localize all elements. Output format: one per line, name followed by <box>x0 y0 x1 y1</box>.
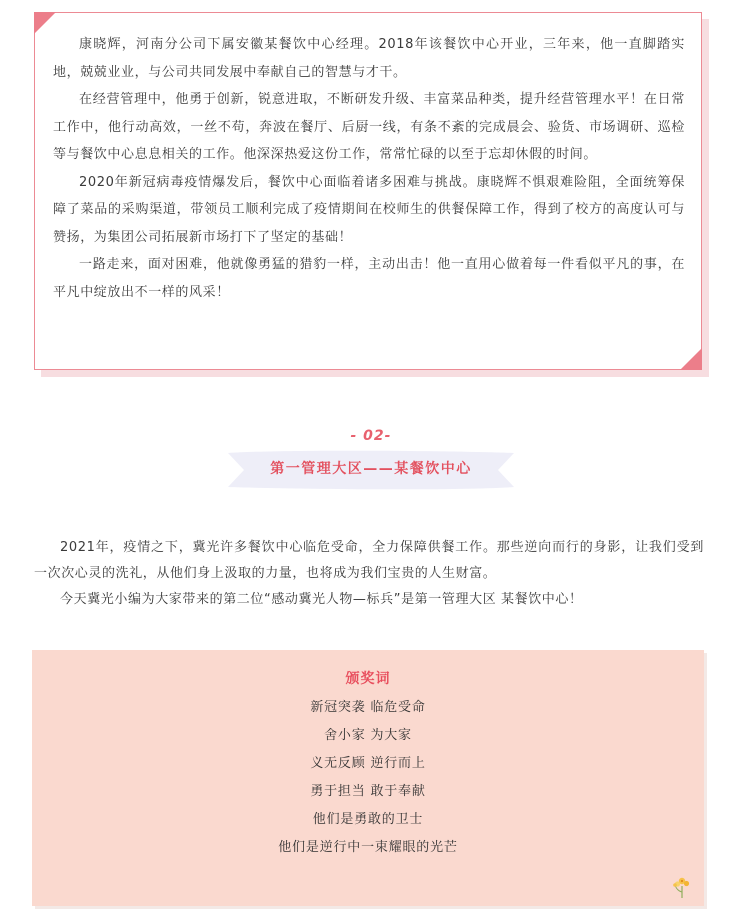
award-line: 他们是逆行中一束耀眼的光芒 <box>278 840 458 855</box>
corner-decoration-bottom-right <box>680 348 702 370</box>
award-card <box>32 650 704 906</box>
flower-icon <box>668 872 696 900</box>
award-line: 义无反顾 逆行而上 <box>310 756 426 771</box>
profile-paragraph: 一路走来，面对困难，他就像勇猛的猎豹一样，主动出击！他一直用心做着每一件看似平凡的事，在平凡中绽放出不一样的风采！ <box>53 257 685 300</box>
award-line: 勇于担当 敢于奉献 <box>310 784 426 799</box>
award-lines <box>32 694 704 862</box>
profile-paragraph: 在经营管理中，他勇于创新，锐意进取，不断研发升级、丰富菜品种类，提升经营管理水平！在日常工作中，他行动高效，一丝不苟，奔波在餐厅、后厨一线，有条不紊的完成晨会、验货、市场调研、巡检等与餐饮中心息息相关的工作。他深深热爱这份工作，常常忙碌的以至于忘却休假的时间。 <box>53 92 685 162</box>
profile-card <box>34 12 702 370</box>
award-line: 他们是勇敢的卫士 <box>312 812 424 827</box>
intro-paragraph: 2021年，疫情之下，冀光许多餐饮中心临危受命，全力保障供餐工作。那些逆向而行的身影，让我们受到一次次心灵的洗礼，从他们身上汲取的力量，也将成为我们宝贵的人生财富。 <box>34 540 704 581</box>
intro-paragraph: 今天冀光小编为大家带来的第二位“感动冀光人物—标兵”是第一管理大区 某餐饮中心！ <box>60 592 583 607</box>
section-title: 第一管理大区——某餐饮中心 <box>270 461 472 477</box>
profile-paragraph: 康晓辉，河南分公司下属安徽某餐饮中心经理。2018年该餐饮中心开业，三年来，他一直脚踏实地，兢兢业业，与公司共同发展中奉献自己的智慧与才干。 <box>53 37 685 80</box>
award-line: 舍小家 为大家 <box>324 728 412 743</box>
section-number: - 02- <box>350 428 392 444</box>
intro-text <box>34 535 704 613</box>
profile-paragraph: 2020年新冠病毒疫情爆发后，餐饮中心面临着诸多困难与挑战。康晓辉不惧艰难险阻，全面统筹保障了菜品的采购渠道，带领员工顺利完成了疫情期间在校师生的供餐保障工作，得到了校方的高度认可与赞扬，为集团公司拓展新市场打下了坚定的基础！ <box>53 174 685 245</box>
corner-decoration-top-left <box>34 12 56 34</box>
award-title: 颁奖词 <box>345 671 391 687</box>
section-ribbon <box>226 449 516 491</box>
award-line: 新冠突袭 临危受命 <box>310 700 426 715</box>
